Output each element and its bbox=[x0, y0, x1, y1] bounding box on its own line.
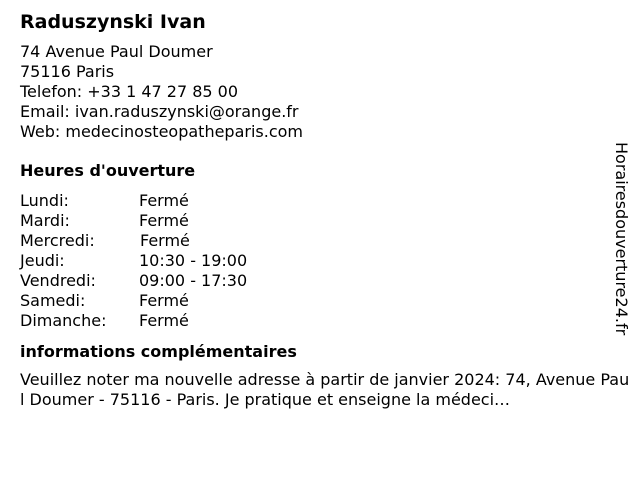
day-label: Mardi: bbox=[20, 211, 70, 230]
day-label: Jeudi: bbox=[20, 251, 65, 270]
hours-row-monday bbox=[20, 191, 620, 211]
site-watermark bbox=[606, 134, 636, 344]
day-hours: Fermé bbox=[140, 231, 190, 250]
hours-row-friday bbox=[20, 271, 620, 291]
hours-row-saturday bbox=[20, 291, 620, 311]
day-hours: Fermé bbox=[139, 211, 189, 230]
phone-line: Telefon: +33 1 47 27 85 00 bbox=[20, 82, 239, 101]
day-hours: 09:00 - 17:30 bbox=[139, 271, 248, 290]
day-hours: 10:30 - 19:00 bbox=[139, 251, 248, 270]
day-hours: Fermé bbox=[139, 291, 189, 310]
watermark-text: Horairesdouverture24.fr bbox=[612, 142, 631, 336]
day-label: Dimanche: bbox=[20, 311, 107, 330]
email-line: Email: ivan.raduszynski@orange.fr bbox=[20, 102, 299, 121]
address-city: 75116 Paris bbox=[20, 62, 115, 81]
day-hours: Fermé bbox=[139, 191, 189, 210]
business-name: Raduszynski Ivan bbox=[20, 11, 206, 33]
web-line: Web: medecinosteopatheparis.com bbox=[20, 122, 303, 141]
day-hours: Fermé bbox=[139, 311, 189, 330]
day-label: Vendredi: bbox=[20, 271, 96, 290]
day-label: Samedi: bbox=[20, 291, 86, 310]
opening-hours-table bbox=[20, 191, 620, 331]
hours-row-thursday bbox=[20, 251, 620, 271]
additional-info-title: informations complémentaires bbox=[20, 342, 297, 361]
opening-hours-title: Heures d'ouverture bbox=[20, 161, 196, 180]
day-label: Mercredi: bbox=[20, 231, 95, 250]
hours-row-wednesday bbox=[20, 231, 620, 251]
additional-info-text: Veuillez noter ma nouvelle adresse à partir de janvier 2024: 74, Avenue Paul Doumer - 75116 - Paris. Je pratique et enseigne la médeci… bbox=[20, 370, 630, 409]
hours-row-tuesday bbox=[20, 211, 620, 231]
address-street: 74 Avenue Paul Doumer bbox=[20, 42, 213, 61]
hours-row-sunday bbox=[20, 311, 620, 331]
day-label: Lundi: bbox=[20, 191, 69, 210]
